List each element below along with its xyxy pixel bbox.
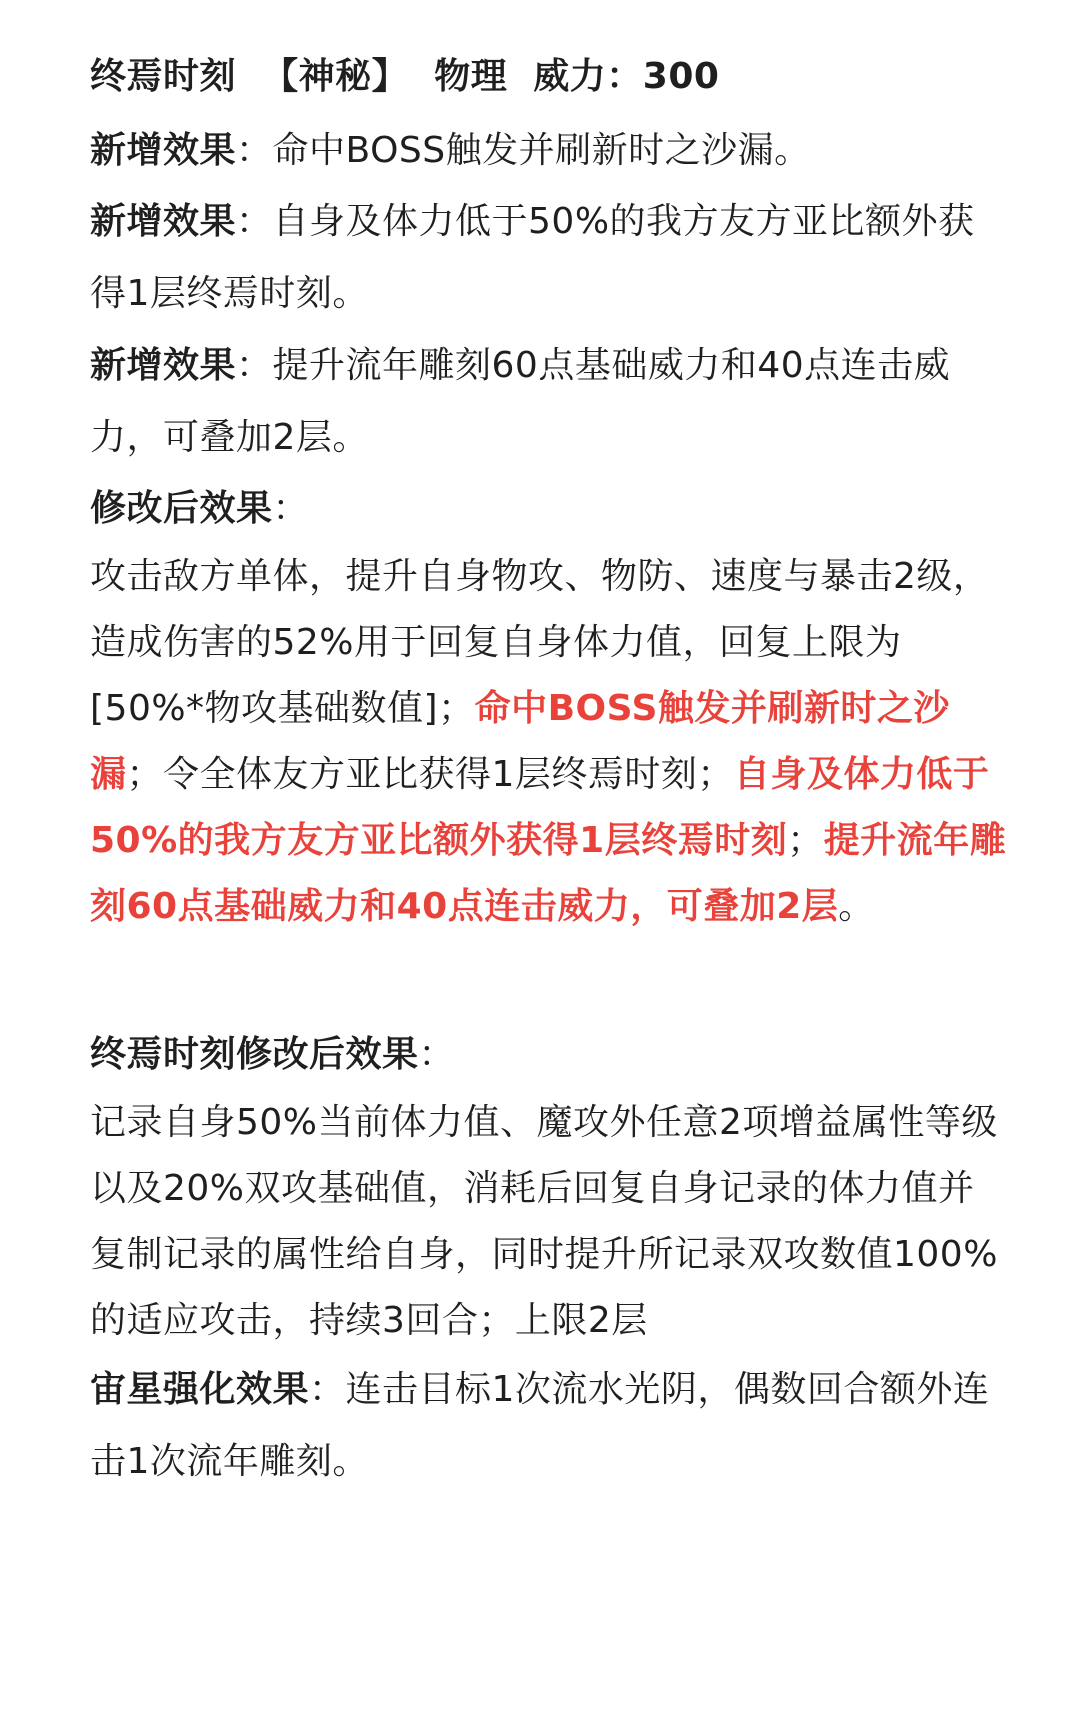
- modified-effect-text-1: 攻击敌方单体，提升自身物攻、物防、速度与暴击2级，造成伤害的52%用于回复自身体力值，回复上限为 [50%*物攻基础数值]；: [90, 556, 990, 729]
- added-effect-text: 命中BOSS触发并刷新时之沙漏。: [272, 130, 811, 171]
- modified-effect-colon: ：: [272, 488, 310, 529]
- status-modified-colon: ：: [418, 1034, 456, 1075]
- added-effect-colon: ：: [236, 130, 273, 171]
- highlight-boss-hourglass: 命中BOSS触发并刷新时之沙漏: [90, 688, 950, 795]
- added-effect-label: 新增效果: [90, 130, 237, 171]
- added-effect-label: 新增效果: [90, 345, 237, 386]
- added-effect-text: 自身及体力低于50%的我方友方亚比额外获得1层终焉时刻。: [90, 201, 975, 314]
- modified-effect-text-3: ；: [787, 820, 824, 861]
- status-modified-text: 记录自身50%当前体力值、魔攻外任意2项增益属性等级以及20%双攻基础值，消耗后回复自身记录的体力值并复制记录的属性给自身，同时提升所记录双攻数值100%的适应攻击，持续3回合；上限2层: [90, 1102, 998, 1341]
- modified-effect-label: 修改后效果: [90, 488, 273, 529]
- modified-effect-text-4: 。: [838, 886, 875, 927]
- highlight-low-hp-extra-layer: 自身及体力低于50%的我方友方亚比额外获得1层终焉时刻: [90, 754, 990, 861]
- added-effect-colon: ：: [236, 345, 273, 386]
- skill-attribute: 【神秘】: [262, 56, 409, 97]
- modified-effect-text-2: ；令全体友方亚比获得1层终焉时刻；: [126, 754, 734, 795]
- section-spacer: [90, 940, 1010, 1020]
- added-effect-2: [90, 186, 1010, 330]
- added-effect-colon: ：: [236, 201, 273, 242]
- skill-category: 物理: [434, 56, 508, 97]
- skill-power-label: 威力：: [533, 56, 643, 97]
- skill-power-value: 300: [642, 56, 720, 97]
- status-modified-heading: [90, 1020, 1010, 1090]
- status-modified-body: [90, 1090, 1010, 1354]
- added-effect-3: [90, 330, 1010, 474]
- star-enhance-text: 连击目标1次流水光阴，偶数回合额外连击1次流年雕刻。: [90, 1369, 990, 1482]
- modified-effect-heading: [90, 474, 1010, 544]
- added-effect-text: 提升流年雕刻60点基础威力和40点连击威力，可叠加2层。: [90, 345, 951, 458]
- added-effect-label: 新增效果: [90, 201, 237, 242]
- star-enhance-effect: [90, 1354, 1010, 1498]
- skill-description-document: [90, 44, 1010, 1498]
- star-enhance-label: 宙星强化效果: [90, 1369, 310, 1410]
- skill-name: 终焉时刻: [90, 56, 237, 97]
- highlight-carving-power-boost: 提升流年雕刻60点基础威力和40点连击威力，可叠加2层: [90, 820, 1007, 927]
- modified-effect-body: [90, 544, 1010, 940]
- status-modified-label: 终焉时刻修改后效果: [90, 1034, 419, 1075]
- skill-header: [90, 44, 1010, 110]
- added-effect-1: [90, 116, 1010, 186]
- star-enhance-colon: ：: [309, 1369, 346, 1410]
